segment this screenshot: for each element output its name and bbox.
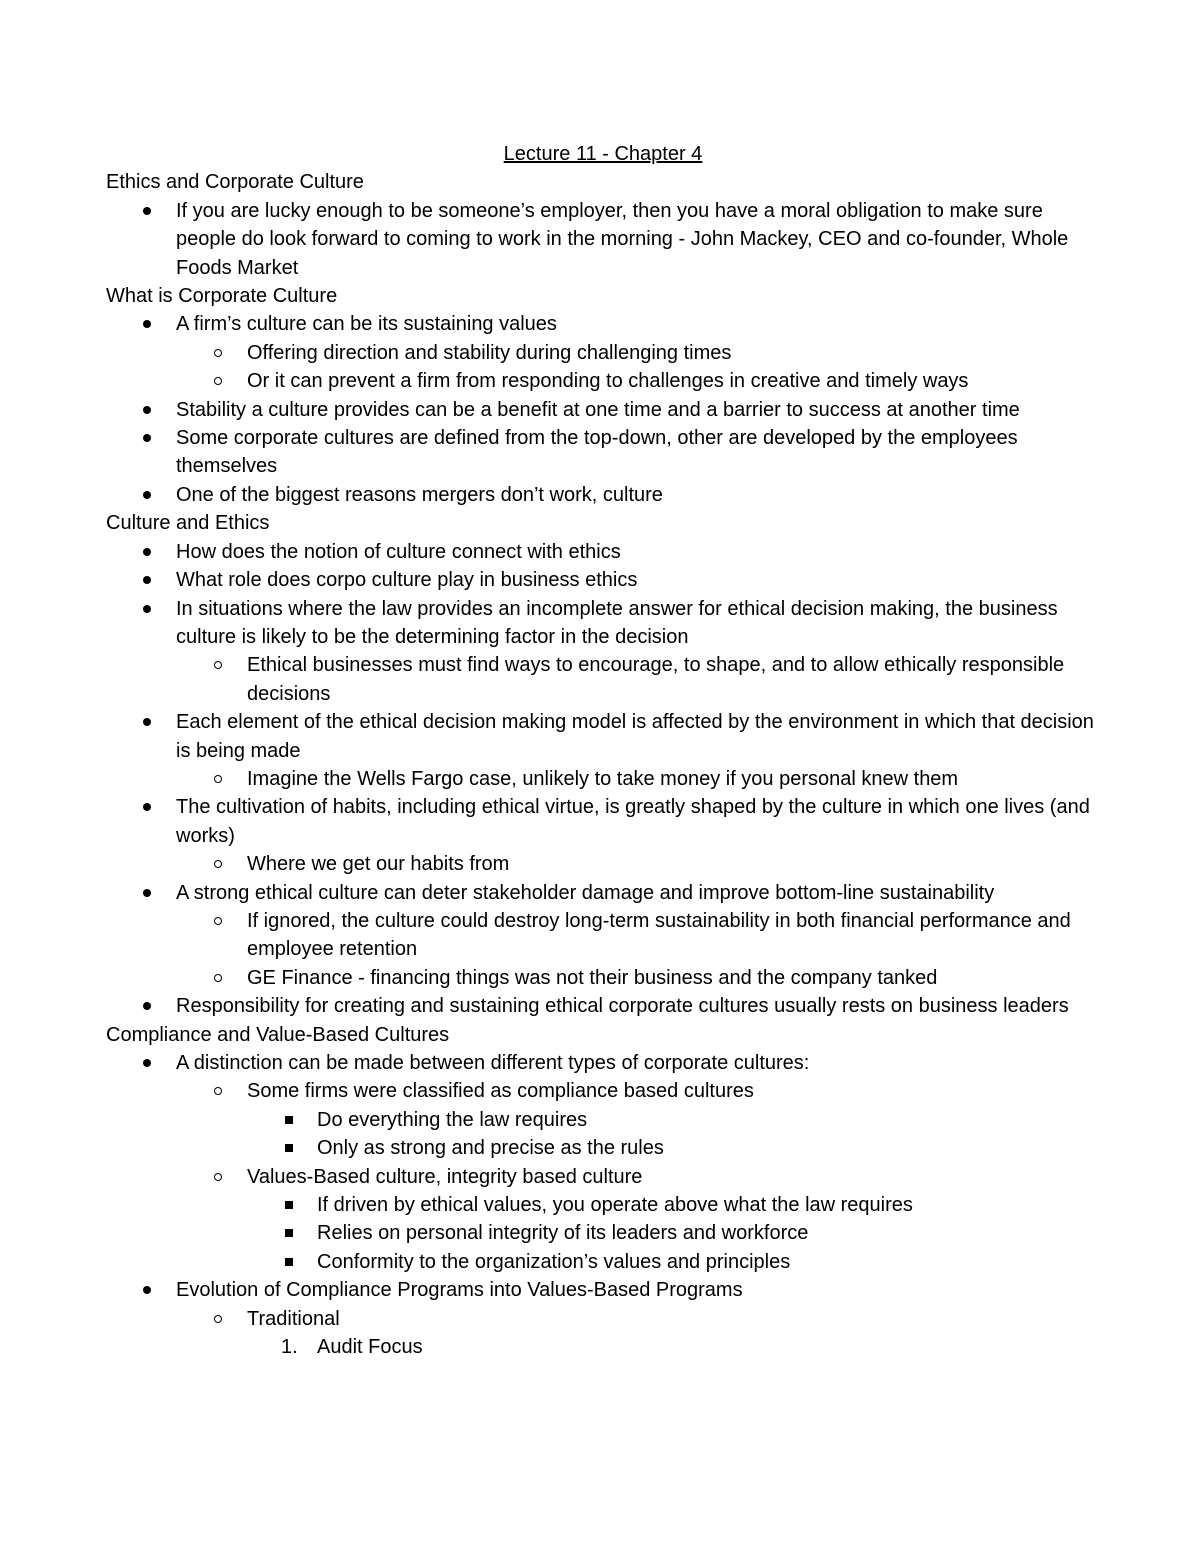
list-item: If driven by ethical values, you operate above what the law requires [106,1191,1100,1219]
bullet-circle-icon [214,1315,222,1323]
bullet-circle-icon [214,1173,222,1181]
list-item: Responsibility for creating and sustaining ethical corporate cultures usually rests on business leaders [106,992,1100,1020]
list-item: Traditional [106,1305,1100,1333]
bullet-list [106,310,1100,509]
bullet-circle-icon [214,974,222,982]
list-item: 1. Audit Focus [106,1333,1100,1361]
bullet-list [106,538,1100,1021]
bullet-dot-icon [143,576,151,584]
list-item: A distinction can be made between different types of corporate cultures: [106,1049,1100,1077]
list-item: How does the notion of culture connect with ethics [106,538,1100,566]
list-item: In situations where the law provides an incomplete answer for ethical decision making, the business culture is likely to be the determining factor in the decision [106,595,1100,652]
bullet-square-icon [285,1258,293,1266]
list-item: Relies on personal integrity of its leaders and workforce [106,1219,1100,1247]
bullet-dot-icon [143,434,151,442]
list-item: One of the biggest reasons mergers don’t work, culture [106,481,1100,509]
bullet-square-icon [285,1116,293,1124]
section-heading: What is Corporate Culture [106,285,338,308]
list-item: Values-Based culture, integrity based culture [106,1163,1100,1191]
list-item: If ignored, the culture could destroy long-term sustainability in both financial performance and employee retention [106,907,1100,964]
list-item: Some corporate cultures are defined from the top-down, other are developed by the employees themselves [106,424,1100,481]
bullet-dot-icon [143,605,151,613]
list-item: Offering direction and stability during challenging times [106,339,1100,367]
bullet-circle-icon [214,377,222,385]
list-item: A firm’s culture can be its sustaining values [106,310,1100,338]
bullet-dot-icon [143,1002,151,1010]
list-item: Conformity to the organization’s values and principles [106,1248,1100,1276]
section-heading: Compliance and Value-Based Cultures [106,1023,450,1046]
bullet-dot-icon [143,1059,151,1067]
list-item: Where we get our habits from [106,850,1100,878]
bullet-dot-icon [143,889,151,897]
bullet-dot-icon [143,491,151,499]
document-page [106,140,1100,1361]
bullet-dot-icon [143,207,151,215]
list-item: What role does corpo culture play in business ethics [106,566,1100,594]
bullet-dot-icon [143,406,151,414]
bullet-dot-icon [143,1286,151,1294]
list-item: If you are lucky enough to be someone’s employer, then you have a moral obligation to make sure people do look forward to coming to work in the morning - John Mackey, CEO and co-founder, Whole Foods Market [106,197,1100,282]
list-item: Each element of the ethical decision making model is affected by the environment in which that decision is being made [106,708,1100,765]
list-item: The cultivation of habits, including ethical virtue, is greatly shaped by the culture in which one lives (and works) [106,793,1100,850]
bullet-circle-icon [214,860,222,868]
bullet-circle-icon [214,775,222,783]
section-heading: Culture and Ethics [106,512,270,535]
list-item: Evolution of Compliance Programs into Values-Based Programs [106,1276,1100,1304]
list-item: Or it can prevent a firm from responding to challenges in creative and timely ways [106,367,1100,395]
bullet-list [106,1049,1100,1361]
bullet-circle-icon [214,349,222,357]
list-item: Imagine the Wells Fargo case, unlikely to take money if you personal knew them [106,765,1100,793]
bullet-square-icon [285,1229,293,1237]
bullet-dot-icon [143,548,151,556]
list-item: Only as strong and precise as the rules [106,1134,1100,1162]
list-item: Some firms were classified as compliance based cultures [106,1077,1100,1105]
list-item: Ethical businesses must find ways to encourage, to shape, and to allow ethically responsible decisions [106,651,1100,708]
bullet-square-icon [285,1144,293,1152]
bullet-list [106,197,1100,282]
list-item: GE Finance - financing things was not their business and the company tanked [106,964,1100,992]
list-number: 1. [281,1336,298,1359]
list-item: Stability a culture provides can be a benefit at one time and a barrier to success at another time [106,396,1100,424]
bullet-dot-icon [143,803,151,811]
bullet-circle-icon [214,661,222,669]
bullet-square-icon [285,1201,293,1209]
bullet-circle-icon [214,917,222,925]
section-heading: Ethics and Corporate Culture [106,171,364,194]
list-item: Do everything the law requires [106,1106,1100,1134]
list-item: A strong ethical culture can deter stakeholder damage and improve bottom-line sustainability [106,879,1100,907]
bullet-dot-icon [143,320,151,328]
bullet-dot-icon [143,718,151,726]
document-title: Lecture 11 - Chapter 4 [503,143,703,165]
bullet-circle-icon [214,1087,222,1095]
